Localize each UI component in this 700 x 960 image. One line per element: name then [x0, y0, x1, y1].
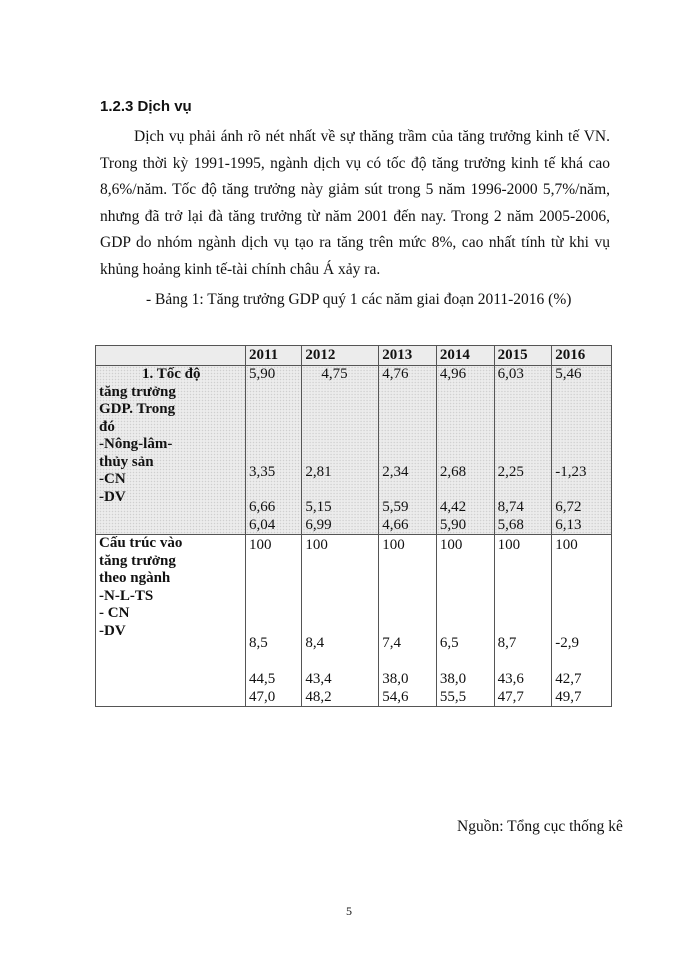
- row-label-line: -DV: [99, 488, 126, 505]
- value-total: 4,76: [382, 366, 409, 382]
- header-empty-cell: [96, 346, 246, 366]
- value-nlts: 8,5: [249, 635, 268, 651]
- value-cn: 44,5: [249, 671, 276, 687]
- value-nlts: 2,81: [305, 464, 332, 480]
- value-gap: [440, 653, 491, 671]
- source-note: Nguồn: Tổng cục thống kê: [457, 818, 623, 835]
- header-year-2015: 2015: [494, 346, 552, 366]
- cell-2014: [436, 366, 494, 535]
- row-label-line: -DV: [99, 622, 126, 639]
- value-nlts: -2,9: [555, 635, 580, 651]
- value-dv: 4,66: [382, 516, 409, 533]
- value-cn: 6,72: [555, 499, 582, 515]
- row-label-line: tăng trưởng: [99, 383, 176, 400]
- value-total: 100: [555, 537, 578, 553]
- value-cn: 38,0: [382, 671, 409, 687]
- value-cn: 42,7: [555, 671, 582, 687]
- cell-2011: [246, 535, 302, 707]
- table-row-structure: [96, 535, 612, 707]
- header-year-2011: 2011: [246, 346, 302, 366]
- cell-2011: [246, 366, 302, 535]
- section-heading: 1.2.3 Dịch vụ: [100, 98, 192, 115]
- body-paragraph: Dịch vụ phải ánh rõ nét nhất về sự thăng trầm của tăng trưởng kinh tế VN. Trong thời kỳ 1991-1995, ngành dịch vụ có tốc độ tăng trưởng kinh tế khá cao 8,6%/năm. Tốc độ tăng trưởng này giảm sút trong 5 năm 1996-2000 5,7%/năm, nhưng đã trở lại đà tăng trưởng từ năm 2001 đến nay. Trong 2 năm 2005-2006, GDP do nhóm ngành dịch vụ tạo ra tăng trên mức 8%, cao nhất tính từ khi vụ khủng hoảng kinh tế-tài chính châu Á xảy ra.: [100, 128, 610, 278]
- value-dv: 54,6: [382, 688, 409, 705]
- cell-2013: [379, 366, 437, 535]
- value-total: 100: [439, 537, 463, 553]
- value-cn: 43,6: [497, 671, 524, 687]
- row-label-line: tăng trưởng: [99, 552, 176, 569]
- row-label-line: -CN: [99, 471, 126, 487]
- row-label-line: -Nông-lâm-: [99, 436, 173, 452]
- row-label-line: theo ngành: [99, 570, 171, 586]
- row-label-growth-rate: [96, 366, 246, 535]
- value-nlts: 3,35: [249, 464, 276, 480]
- value-dv: 6,04: [249, 516, 276, 533]
- value-nlts: 7,4: [382, 635, 401, 651]
- value-cn: 43,4: [305, 671, 332, 687]
- cell-2012: [302, 366, 379, 535]
- value-total: 5,90: [249, 366, 276, 382]
- value-cn: 8,74: [497, 499, 524, 515]
- row-label-line: -N-L-TS: [99, 587, 154, 604]
- cell-2016: [552, 535, 612, 707]
- value-gap: [249, 653, 298, 671]
- header-year-2013: 2013: [379, 346, 437, 366]
- header-year-2014: 2014: [436, 346, 494, 366]
- page-number: 5: [346, 904, 352, 918]
- header-year-2012: 2012: [302, 346, 379, 366]
- row-label-line: Cấu trúc vào: [99, 535, 183, 551]
- row-label-line: - CN: [99, 605, 130, 621]
- header-year-2016: 2016: [552, 346, 612, 366]
- value-gap: [382, 653, 433, 671]
- value-dv: 6,13: [555, 516, 582, 533]
- value-total: 100: [249, 537, 272, 553]
- value-dv: 6,99: [305, 516, 332, 533]
- row-label-line: thủy sản: [99, 453, 154, 470]
- value-dv: 49,7: [555, 688, 582, 705]
- cell-2014: [436, 535, 494, 707]
- value-total: 100: [382, 537, 405, 553]
- cell-2013: [379, 535, 437, 707]
- value-cn: 5,59: [382, 499, 409, 515]
- value-cn: 38,0: [439, 671, 467, 687]
- value-total: 100: [497, 537, 521, 553]
- row-label-structure: [96, 535, 246, 707]
- cell-2015: [494, 535, 552, 707]
- value-dv: 5,90: [439, 516, 467, 533]
- value-cn: 6,66: [249, 499, 276, 515]
- value-dv: 47,7: [497, 688, 524, 705]
- table-header-row: [96, 346, 612, 366]
- row-label-line: đó: [99, 418, 115, 435]
- value-cn: 5,15: [305, 499, 332, 515]
- value-total: 4,75: [321, 366, 348, 382]
- value-total: 4,96: [439, 366, 467, 382]
- value-total: 5,46: [555, 366, 582, 382]
- value-total: 100: [305, 537, 328, 553]
- table-row-growth-rate: [96, 366, 612, 535]
- value-dv: 55,5: [439, 688, 467, 705]
- value-gap: [305, 653, 375, 671]
- value-nlts: 2,25: [497, 464, 524, 480]
- value-nlts: 2,68: [439, 464, 467, 480]
- value-dv: 47,0: [249, 688, 276, 705]
- value-nlts: 8,4: [305, 635, 325, 651]
- value-gap: [555, 653, 608, 671]
- value-gap: [498, 653, 549, 671]
- table-caption: - Bảng 1: Tăng trưởng GDP quý 1 các năm giai đoạn 2011-2016 (%): [146, 291, 572, 308]
- value-nlts: -1,23: [555, 464, 587, 480]
- row-label-spacer: [99, 640, 242, 706]
- value-nlts: 8,7: [497, 635, 517, 651]
- cell-2016: [552, 366, 612, 535]
- value-cn: 4,42: [439, 499, 467, 515]
- value-nlts: 6,5: [439, 635, 459, 651]
- gdp-growth-table: [95, 345, 612, 707]
- value-nlts: 2,34: [382, 464, 409, 480]
- row-label-line: GDP. Trong: [99, 401, 176, 417]
- cell-2015: [494, 366, 552, 535]
- value-total: 6,03: [497, 366, 524, 382]
- cell-2012: [302, 535, 379, 707]
- row-label-line: 1. Tốc độ: [142, 366, 201, 382]
- value-dv: 48,2: [305, 688, 332, 705]
- value-dv: 5,68: [497, 516, 524, 533]
